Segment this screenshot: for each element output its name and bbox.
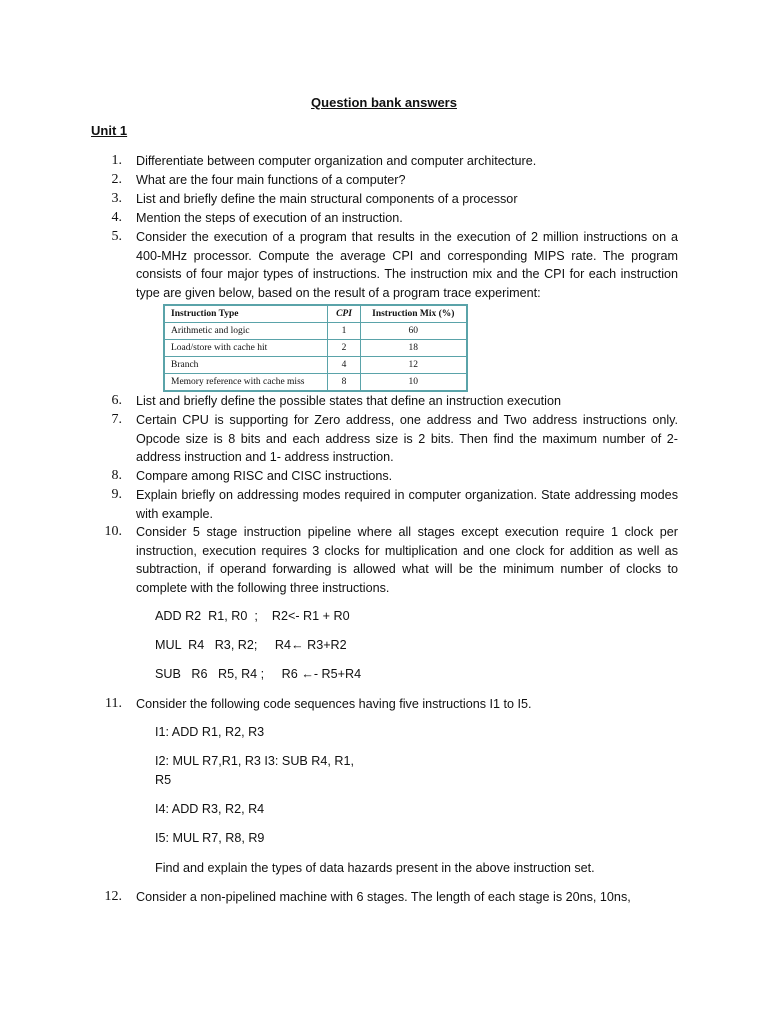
- question-3: [90, 190, 678, 209]
- column-header: CPI: [328, 305, 360, 323]
- code-line: ADD R2 R1, R0 ; R2<- R1 + R0: [155, 609, 350, 623]
- question-number: 3.: [111, 191, 122, 206]
- table-cell: 2: [328, 340, 360, 357]
- table-cell: 18: [360, 340, 467, 357]
- question-text: List and briefly define the possible states that define an instruction execution: [136, 394, 561, 408]
- column-header: Instruction Type: [164, 305, 328, 323]
- question-1: [90, 152, 678, 171]
- table-row: [164, 357, 467, 374]
- question-8: [90, 467, 678, 486]
- table-cell: Arithmetic and logic: [164, 323, 328, 340]
- table-row: [164, 323, 467, 340]
- table-cell: 12: [360, 357, 467, 374]
- question-6: [90, 392, 678, 411]
- code-line: R5: [155, 773, 172, 787]
- question-10: [90, 523, 678, 597]
- question-number: 7.: [111, 412, 122, 427]
- question-11: [90, 695, 678, 714]
- table-cell: 8: [328, 374, 360, 392]
- question-4: [90, 209, 678, 228]
- question-text: Certain CPU is supporting for Zero address, one address and Two address instructions only. Opcode size is 8 bits and each address size is 2 bits. Then find the maximum number of 2- address instruction and 1- address instruction.: [136, 413, 678, 465]
- table-cell: 10: [360, 374, 467, 392]
- question-9: [90, 486, 678, 523]
- table-header-row: [164, 305, 467, 323]
- unit-heading: Unit 1: [91, 123, 128, 138]
- question-number: 11.: [105, 696, 122, 711]
- question-number: 8.: [111, 468, 122, 483]
- instruction-mix-table: [163, 304, 468, 392]
- question-text: Explain briefly on addressing modes required in computer organization. State addressing modes with example.: [136, 488, 678, 521]
- question-number: 10.: [104, 524, 122, 539]
- question-number: 12.: [104, 889, 122, 904]
- table-cell: Branch: [164, 357, 328, 374]
- question-text: Consider a non-pipelined machine with 6 stages. The length of each stage is 20ns, 10ns,: [136, 890, 631, 904]
- question-text: Differentiate between computer organization and computer architecture.: [136, 154, 537, 168]
- table-cell: 4: [328, 357, 360, 374]
- question-number: 1.: [111, 153, 122, 168]
- code-line: MUL R4 R3, R2; R4← R3+R2: [155, 638, 347, 652]
- table-cell: Load/store with cache hit: [164, 340, 328, 357]
- code-line: I2: MUL R7,R1, R3 I3: SUB R4, R1,: [155, 754, 355, 768]
- table-cell: Memory reference with cache miss: [164, 374, 328, 392]
- question-7: [90, 411, 678, 467]
- table-row: [164, 374, 467, 392]
- table-row: [164, 340, 467, 357]
- question-number: 6.: [111, 393, 122, 408]
- table-cell: 1: [328, 323, 360, 340]
- code-line: I1: ADD R1, R2, R3: [155, 725, 265, 739]
- question-12: [90, 888, 678, 907]
- question-text: Consider the following code sequences having five instructions I1 to I5.: [136, 697, 532, 711]
- question-text: Consider 5 stage instruction pipeline where all stages except execution require 1 clock per instruction, execution requires 3 clocks for multiplication and one clock for addition as well as subtraction, if operand forwarding is allowed what will be the minimum number of clocks to complete with the following three instructions.: [136, 525, 678, 595]
- question-number: 5.: [111, 229, 122, 244]
- code-line: I5: MUL R7, R8, R9: [155, 831, 265, 845]
- code-line: I4: ADD R3, R2, R4: [155, 802, 265, 816]
- question-5: [90, 228, 678, 302]
- code-line: SUB R6 R5, R4 ; R6 ←- R5+R4: [155, 667, 362, 681]
- question-text: Consider the execution of a program that results in the execution of 2 million instructions on a 400-MHz processor. Compute the average CPI and corresponding MIPS rate. The program consists of four major types of instructions. The instruction mix and the CPI for each instruction type are given below, based on the result of a program trace experiment:: [136, 230, 678, 300]
- question-text: Compare among RISC and CISC instructions.: [136, 469, 393, 483]
- question-text: List and briefly define the main structural components of a processor: [136, 192, 518, 206]
- table-cell: 60: [360, 323, 467, 340]
- question-instruction: Find and explain the types of data hazards present in the above instruction set.: [155, 861, 595, 875]
- question-number: 9.: [111, 487, 122, 502]
- column-header: Instruction Mix (%): [360, 305, 467, 323]
- question-number: 2.: [111, 172, 122, 187]
- question-number: 4.: [111, 210, 122, 225]
- page-title: Question bank answers: [311, 95, 457, 110]
- question-2: [90, 171, 678, 190]
- question-text: What are the four main functions of a computer?: [136, 173, 406, 187]
- question-text: Mention the steps of execution of an instruction.: [136, 211, 403, 225]
